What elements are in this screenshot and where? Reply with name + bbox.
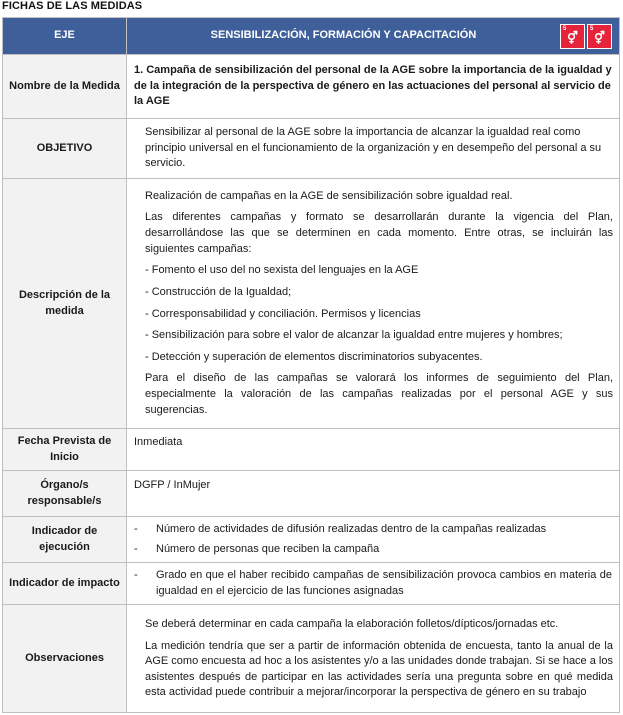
row-indicador-ejecucion xyxy=(3,517,620,563)
row-fecha xyxy=(3,429,620,471)
sdg-5-badge-icon xyxy=(560,24,585,49)
row-label: Fecha Prevista de Inicio xyxy=(3,429,127,471)
responsible-bodies: DGFP / InMujer xyxy=(127,471,620,517)
list-item: - Sensibilización para sobre el valor de alcanzar la igualdad entre mujeres y hombres; xyxy=(145,329,563,342)
sdg-badge-number: 5 xyxy=(590,26,594,32)
row-label: OBJETIVO xyxy=(3,119,127,179)
description-intro: Realización de campañas en la AGE de sensibilización sobre igualdad real. xyxy=(145,189,513,202)
row-nombre xyxy=(3,55,620,119)
gender-equality-icon: ⚥ xyxy=(594,31,605,45)
description-closing: Para el diseño de las campañas se valorará los informes de seguimiento del Plan, especialmente la valoración de las campañas realizadas por el personal AGE y sus sugerencias. xyxy=(145,372,613,416)
list-item: - Número de actividades de difusión realizadas dentro de la campañas realizadas xyxy=(134,522,612,538)
eje-value: SENSIBILIZACIÓN, FORMACIÓN Y CAPACITACIÓN xyxy=(210,29,477,42)
row-indicador-impacto xyxy=(3,563,620,605)
row-label: Descripción de la medida xyxy=(3,179,127,429)
list-item: - Detección y superación de elementos discriminatorios subyacentes. xyxy=(145,350,483,363)
row-label: Observaciones xyxy=(3,605,127,713)
objective-text: Sensibilizar al personal de la AGE sobre la importancia de alcanzar la igualdad real como principio universal en el funcionamiento de la organización y en desempeño del personal a su servicio. xyxy=(127,119,620,179)
list-item: - Grado en que el haber recibido campañas de sensibilización provoca cambios en materia de igualdad en el ejercicio de las funciones asignadas xyxy=(134,568,612,599)
list-item-text: Número de personas que reciben la campaña xyxy=(156,542,380,555)
gender-equality-icon: ⚥ xyxy=(567,31,578,45)
row-descripcion xyxy=(3,179,620,429)
list-item: - Número de personas que reciben la campaña xyxy=(134,542,612,558)
impact-indicator-cell xyxy=(127,563,620,605)
row-observaciones xyxy=(3,605,620,713)
list-item-text: Número de actividades de difusión realizadas dentro de la campañas realizadas xyxy=(156,523,547,535)
list-item: - Fomento el uso del no sexista del lenguajes en la AGE xyxy=(145,264,419,277)
measure-name: 1. Campaña de sensibilización del personal de la AGE sobre la importancia de la igualdad y de la integración de la perspectiva de género en las actuaciones del personal al servicio de la AGE xyxy=(127,55,620,119)
observations-p1: Se deberá determinar en cada campaña la elaboración folletos/dípticos/jornadas etc. xyxy=(145,617,559,630)
document-title: FICHAS DE LAS MEDIDAS xyxy=(2,0,143,12)
row-label: Nombre de la Medida xyxy=(3,55,127,119)
eje-value-cell xyxy=(127,18,620,55)
description-cell xyxy=(127,179,620,429)
sdg-badge-number: 5 xyxy=(563,26,567,32)
description-paragraph: Las diferentes campañas y formato se desarrollarán durante la vigencia del Plan, desarrollándose las que se determinen en cada momento. Entre otras, se incluirán las siguientes campañas: xyxy=(145,211,613,255)
row-organo xyxy=(3,471,620,517)
row-label: Órgano/s responsable/s xyxy=(3,471,127,517)
execution-indicator-cell xyxy=(127,517,620,563)
observations-cell xyxy=(127,605,620,713)
list-item: - Construcción de la Igualdad; xyxy=(145,285,292,298)
eje-label: EJE xyxy=(3,18,127,55)
row-label: Indicador de impacto xyxy=(3,563,127,605)
row-objetivo xyxy=(3,119,620,179)
measure-sheet-table xyxy=(2,17,620,713)
list-item-text: Grado en que el haber recibido campañas de sensibilización provoca cambios en materia de igualdad en el ejercicio de las funciones asignadas xyxy=(156,569,612,597)
list-item: - Corresponsabilidad y conciliación. Permisos y licencias xyxy=(145,307,421,320)
sdg-5-badge-icon xyxy=(587,24,612,49)
observations-p2: La medición tendría que ser a partir de información obtenida de encuesta, tanto la anual de la AGE como encuesta ad hoc a los asistentes y/o a las unidades donde trabajan. Si se hace a los asistentes después de participar en las actividades sería una pregunta sobre en qué medida esta actividad puede contribuir a mejorar/incorporar la perspectiva de género en su trabajo xyxy=(145,639,613,699)
start-date: Inmediata xyxy=(127,429,620,471)
header-row xyxy=(3,18,620,55)
row-label: Indicador de ejecución xyxy=(3,517,127,563)
